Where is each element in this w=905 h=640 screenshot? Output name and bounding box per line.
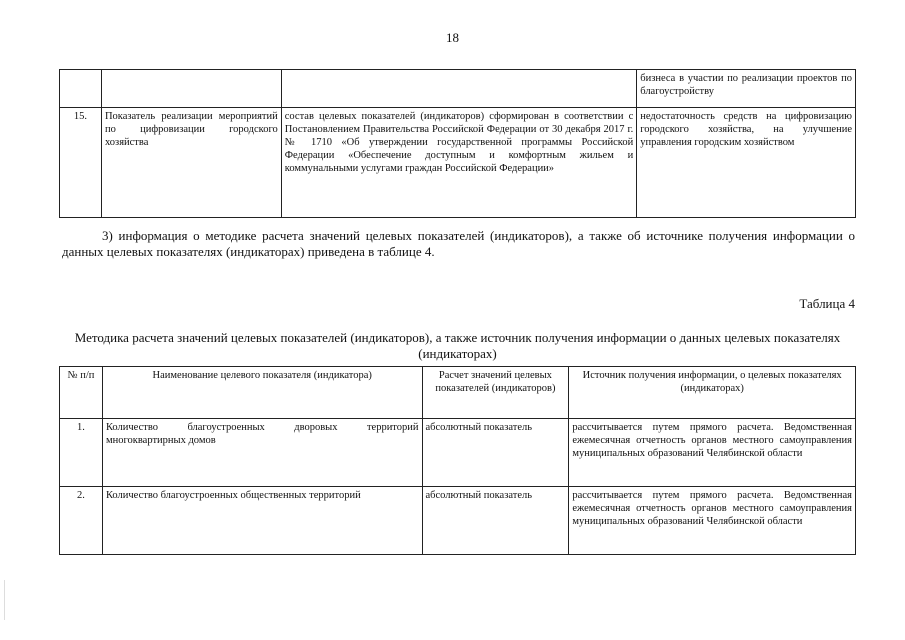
column-header: Источник получения информации, о целевых показателях (индикаторах) <box>569 367 856 419</box>
row-number: 2. <box>60 487 103 555</box>
page-number: 18 <box>446 30 459 45</box>
table-cell <box>101 70 281 108</box>
table-cell <box>281 70 636 108</box>
table-row <box>60 70 856 108</box>
calculation-method: абсолютный показатель <box>422 419 569 487</box>
column-header: Расчет значений целевых показателей (индикаторов) <box>422 367 569 419</box>
table-title: Методика расчета значений целевых показателей (индикаторов), а также источник получения информации о данных целевых показателях (индикаторах) <box>74 330 841 361</box>
row-number: 1. <box>60 419 103 487</box>
column-header: № п/п <box>60 367 103 419</box>
indicator-name: Количество благоустроенных общественных территорий <box>102 487 422 555</box>
methodology-table <box>59 366 856 555</box>
table-header-row <box>60 367 856 419</box>
calculation-method: абсолютный показатель <box>422 487 569 555</box>
table-row <box>60 108 856 218</box>
table-cell <box>60 70 102 108</box>
table-label: Таблица 4 <box>799 296 855 311</box>
indicators-table-continued <box>59 69 856 218</box>
column-header: Наименование целевого показателя (индикатора) <box>102 367 422 419</box>
paragraph-text: 3) информация о методике расчета значений целевых показателей (индикаторов), а также об источнике получения информации о данных целевых показателях (индикаторах) приведена в таблице 4. <box>62 228 855 259</box>
indicator-name: Показатель реализации мероприятий по цифровизации городского хозяйства <box>101 108 281 218</box>
reasons-cell: недостаточность средств на цифровизацию городского хозяйства, на улучшение управления городским хозяйством <box>637 108 856 218</box>
body-paragraph <box>62 228 855 260</box>
info-source: рассчитывается путем прямого расчета. Ведомственная ежемесячная отчетность органов местного самоуправления муниципальных образований Челябинской области <box>569 487 856 555</box>
info-source: рассчитывается путем прямого расчета. Ведомственная ежемесячная отчетность органов местного самоуправления муниципальных образований Челябинской области <box>569 419 856 487</box>
row-number: 15. <box>60 108 102 218</box>
indicator-name: Количество благоустроенных дворовых территорий многоквартирных домов <box>102 419 422 487</box>
indicator-composition: состав целевых показателей (индикаторов) сформирован в соответствии с Постановлением Правительства Российской Федерации от 30 декабря 2017 г. № 1710 «Об утверждении государственной программы Российской Федерации «Обеспечение доступным и комфортным жильем и коммунальными услугами граждан Российской Федерации» <box>281 108 636 218</box>
table-row <box>60 419 856 487</box>
table-row <box>60 487 856 555</box>
scan-margin-mark <box>4 580 5 620</box>
reasons-cell: бизнеса в участии по реализации проектов по благоустройству <box>637 70 856 108</box>
